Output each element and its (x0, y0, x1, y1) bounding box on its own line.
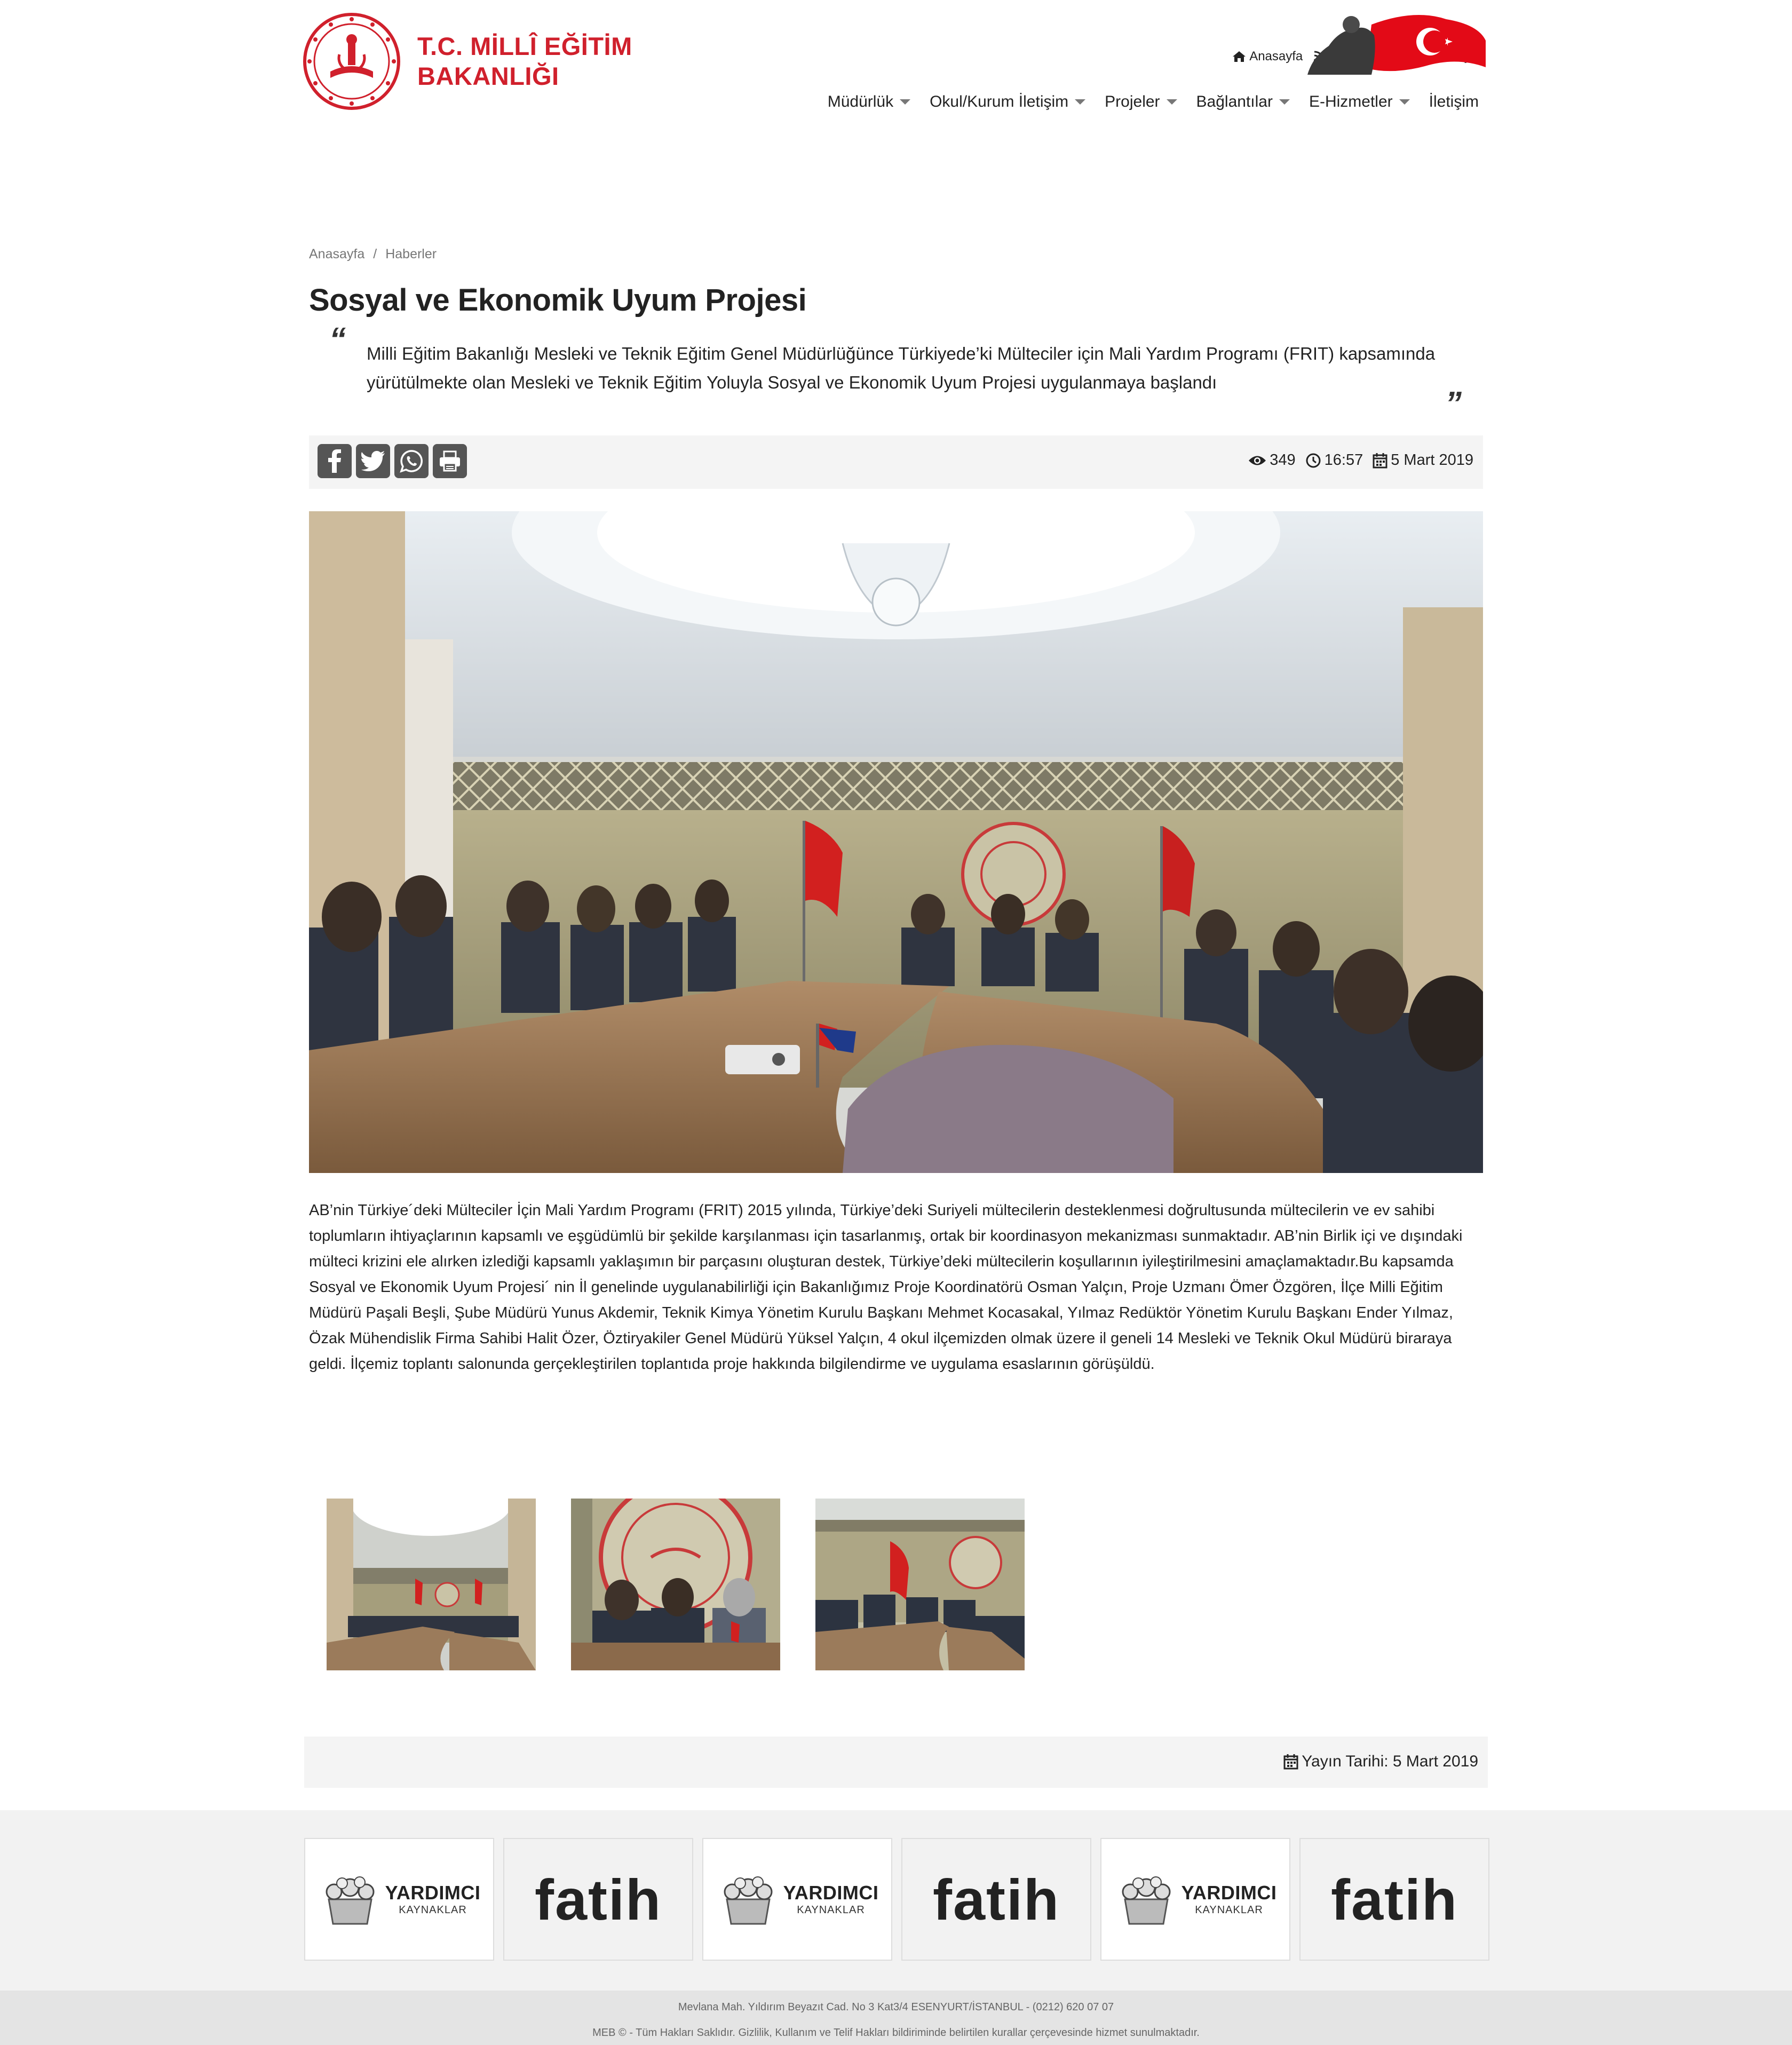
main-nav (808, 93, 1479, 111)
publish-date-bar (304, 1737, 1488, 1788)
facebook-icon (327, 449, 343, 473)
article-body: AB’nin Türkiye´deki Mülteciler İçin Mali Yardım Programı (FRIT) 2015 yılında, Türkiye’deki Suriyeli mültecilerin desteklenmesi doğrultusunda mültecilerin ve ev sahibi toplumların ihtiyaçlarının kapsamlı ve eşgüdümlü bir şekilde karşılanması için tasarlanmış, ortak bir koordinasyon mekanizması sunmaktadır. AB’nin Birlik içi ve dışındaki mülteci krizini ele alırken izlediği kapsamlı yaklaşımın bir parçasını oluşturan destek, Türkiye’deki mültecilerin koşullarının iyileştirilmesini amaçlamaktadır.Bu kapsamda Sosyal ve Ekonomik Uyum Projesi´ nin İl genelinde uygulanabilirliği için Bakanlığımız Proje Koordinatörü Osman Yalçın, Proje Uzmanı Ömer Özgören, İlçe Milli Eğitim Müdürü Paşali Beşli, Şube Müdürü Yunus Akdemir, Teknik Kimya Yönetim Kurulu Başkanı Mehmet Kocasakal, Yılmaz Redüktör Yönetim Kurulu Başkanı Ender Yılmaz, Özak Mühendislik Firma Sahibi Halit Özer, Öztiryakiler Genel Müdürü Yüksel Yalçın, 4 okul ilçemizden olmak üzere il geneli 14 Mesleki ve Teknik Okul Müdürü biraraya geldi. İlçemiz toplantı salonunda gerçekleştirilen toplantıda proje hakkında bilgilendirme ve uygulama esaslarının görüşüldü. (309, 1202, 1463, 1373)
banner-fatih[interactable] (901, 1838, 1091, 1961)
print-button[interactable] (433, 444, 467, 478)
fatih-logo-text: fatih (1331, 1867, 1458, 1932)
article-meta (1239, 451, 1473, 469)
view-count (1248, 451, 1295, 469)
breadcrumb-separator: / (373, 247, 377, 261)
nav-item-label: Bağlantılar (1196, 93, 1273, 110)
caret-down-icon (1399, 99, 1410, 105)
footer-bottom (0, 1991, 1792, 2045)
meb-seal-icon (302, 12, 401, 111)
photo-gallery (327, 1499, 1060, 1670)
publish-time-value: 16:57 (1324, 451, 1363, 469)
caret-down-icon (1279, 99, 1290, 105)
fatih-logo-text: fatih (933, 1867, 1060, 1932)
ataturk-flag-banner (1307, 9, 1486, 75)
publish-date (1373, 451, 1473, 469)
breadcrumb-news[interactable]: Haberler (385, 247, 437, 261)
logo-title-line2: BAKANLIĞI (417, 62, 559, 90)
share-bar (309, 435, 1483, 489)
nav-item-label: İletişim (1429, 93, 1479, 110)
article-summary (309, 321, 1483, 422)
summary-text: Milli Eğitim Bakanlığı Mesleki ve Teknik Eğitim Genel Müdürlüğünce Türkiyede’ki Mülteciler için Mali Yardım Programı (FRIT) kapsamında yürütülmekte olan Mesleki ve Teknik Eğitim Yoluyla Sosyal ve Ekonomik Uyum Projesi uygulanmaya başlandı (367, 344, 1436, 392)
breadcrumb (309, 247, 1483, 262)
page-title: Sosyal ve Ekonomik Uyum Projesi (309, 283, 807, 318)
share-facebook-button[interactable] (318, 444, 352, 478)
banner-fatih[interactable] (503, 1838, 693, 1961)
caret-down-icon (1075, 99, 1085, 105)
home-icon (1232, 51, 1246, 62)
nav-item-label: Projeler (1105, 93, 1160, 110)
gallery-thumbnail[interactable] (815, 1499, 1025, 1670)
nav-item-projeler[interactable] (1105, 93, 1177, 111)
nav-item-e-hizmetler[interactable] (1309, 93, 1410, 111)
footer-banners-section (0, 1810, 1792, 1991)
meeting-photo-image (309, 511, 1483, 1173)
logo-title-line1: T.C. MİLLÎ EĞİTİM (417, 32, 632, 60)
share-icons (318, 444, 471, 478)
nav-item-mudurluk[interactable] (828, 93, 910, 111)
nav-item-baglantilar[interactable] (1196, 93, 1290, 111)
publish-time (1305, 451, 1363, 469)
nav-item-label: E-Hizmetler (1309, 93, 1393, 110)
site-logo[interactable] (302, 12, 632, 111)
nav-item-label: Okul/Kurum İletişim (930, 93, 1069, 110)
top-link-home[interactable] (1232, 49, 1303, 64)
banner-title: YARDIMCI (783, 1882, 879, 1904)
site-header (0, 0, 1792, 139)
banner-subtitle: KAYNAKLAR (399, 1904, 467, 1916)
caret-down-icon (1167, 99, 1177, 105)
clock-icon (1305, 453, 1321, 469)
banner-subtitle: KAYNAKLAR (1195, 1904, 1263, 1916)
banner-yardimci-kaynaklar[interactable] (304, 1838, 494, 1961)
yardimci-kaynaklar-logo-icon (318, 1873, 382, 1926)
banner-fatih[interactable] (1299, 1838, 1489, 1961)
gallery-thumbnail-1-image (327, 1499, 536, 1670)
view-count-value: 349 (1270, 451, 1296, 469)
publish-date-value: 5 Mart 2019 (1391, 451, 1473, 469)
quote-close-icon: ” (1445, 385, 1462, 422)
share-twitter-button[interactable] (356, 444, 390, 478)
gallery-thumbnail[interactable] (571, 1499, 780, 1670)
whatsapp-icon (400, 449, 423, 473)
gallery-thumbnail[interactable] (327, 1499, 536, 1670)
gallery-thumbnail-2-image (571, 1499, 780, 1670)
publish-date-label: Yayın Tarihi: 5 Mart 2019 (1302, 1753, 1478, 1770)
quote-open-icon: “ (329, 321, 346, 358)
footer-banners (304, 1838, 1498, 1961)
banner-subtitle: KAYNAKLAR (797, 1904, 865, 1916)
top-link-label: Anasayfa (1249, 49, 1303, 64)
footer-copyright: MEB © - Tüm Hakları Saklıdır. Gizlilik, Kullanım ve Telif Hakları bildiriminde belirtilen kurallar çerçevesinde hizmet sunulmaktadır. (592, 2027, 1200, 2039)
yardimci-kaynaklar-logo-icon (1114, 1873, 1178, 1926)
nav-item-label: Müdürlük (827, 93, 894, 110)
calendar-icon (1283, 1754, 1298, 1770)
gallery-thumbnail-3-image (815, 1499, 1025, 1670)
banner-yardimci-kaynaklar[interactable] (702, 1838, 892, 1961)
print-icon (438, 450, 462, 472)
article-content (309, 247, 1483, 422)
yardimci-kaynaklar-logo-icon (716, 1873, 780, 1926)
share-whatsapp-button[interactable] (394, 444, 429, 478)
caret-down-icon (900, 99, 910, 105)
publish-date-info (1283, 1753, 1478, 1771)
nav-item-okul-kurum[interactable] (930, 93, 1085, 111)
fatih-logo-text: fatih (535, 1867, 662, 1932)
banner-yardimci-kaynaklar[interactable] (1100, 1838, 1290, 1961)
banner-title: YARDIMCI (385, 1882, 481, 1904)
article-main-photo[interactable] (309, 511, 1483, 1173)
calendar-icon (1373, 453, 1387, 469)
banner-title: YARDIMCI (1181, 1882, 1277, 1904)
eye-icon (1248, 455, 1266, 466)
twitter-icon (361, 451, 385, 471)
breadcrumb-home[interactable]: Anasayfa (309, 247, 365, 261)
footer-address: Mevlana Mah. Yıldırım Beyazıt Cad. No 3 Kat3/4 ESENYURT/İSTANBUL - (0212) 620 07 07 (678, 2001, 1114, 2013)
nav-item-iletisim[interactable] (1429, 93, 1479, 111)
